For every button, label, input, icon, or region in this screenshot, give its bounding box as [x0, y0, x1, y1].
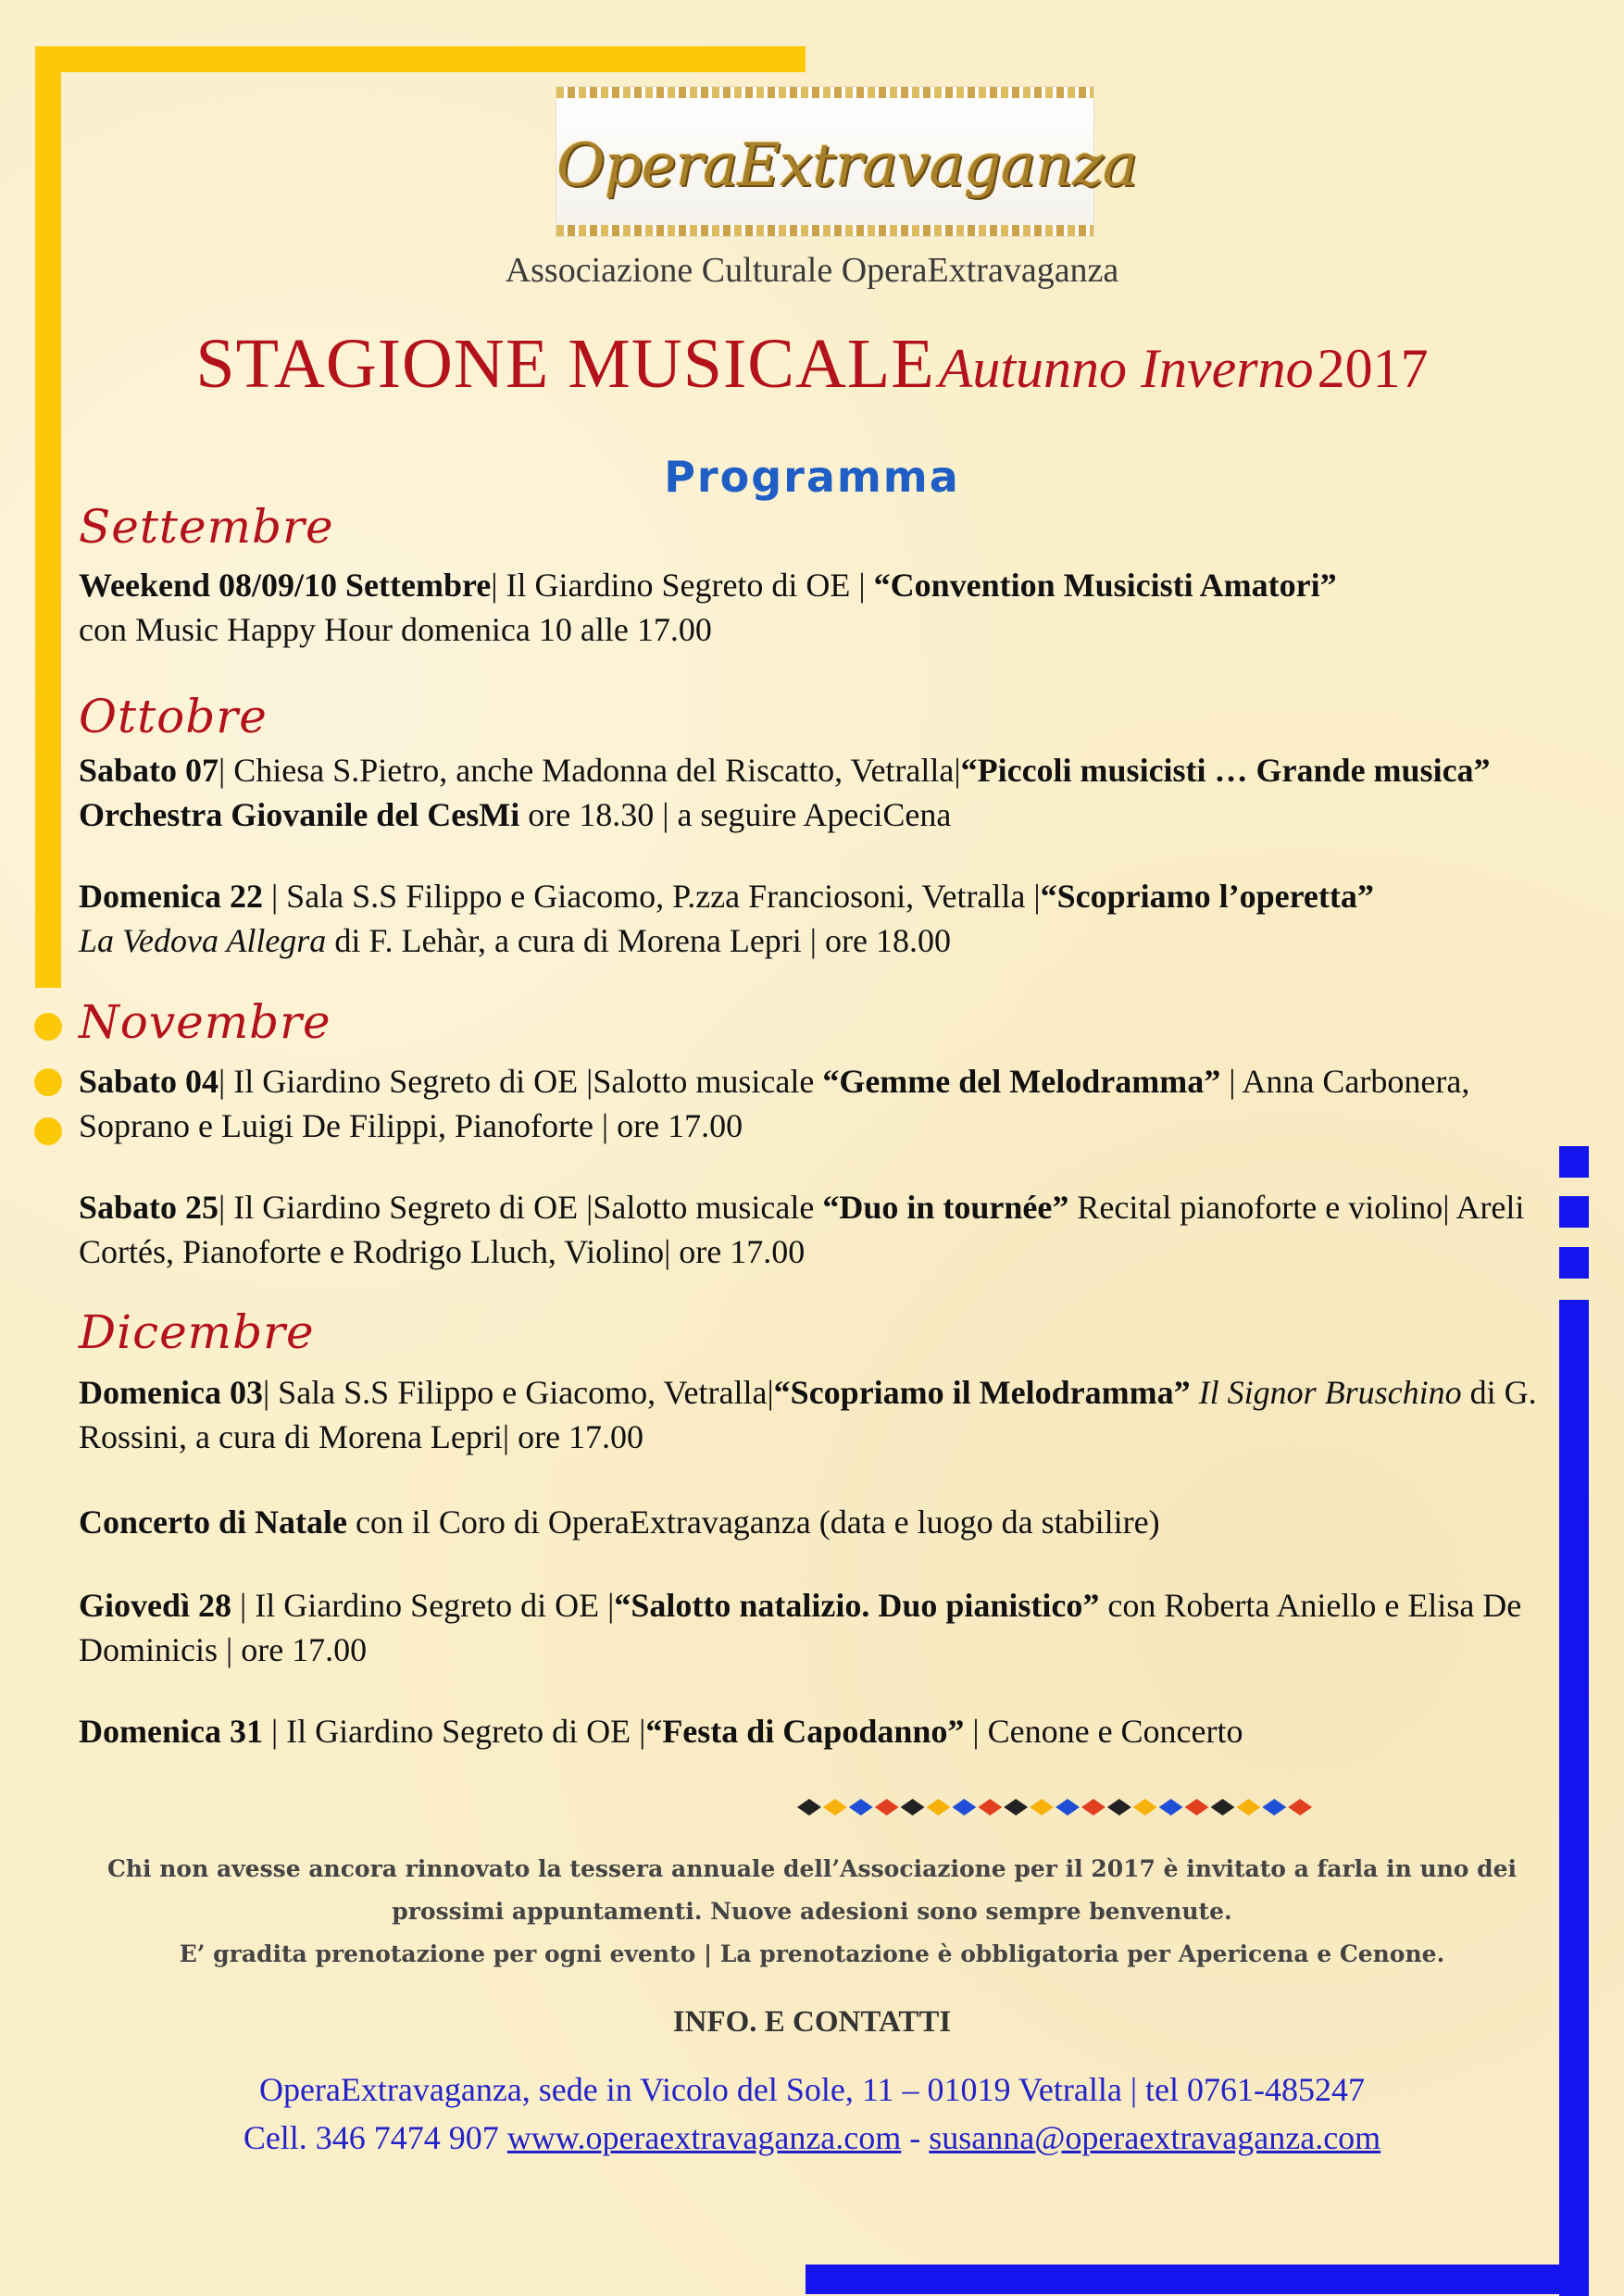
event-item	[79, 1709, 1560, 1753]
event-date: Domenica 03	[79, 1374, 263, 1411]
month-novembre: Novembre	[79, 995, 331, 1049]
divider-diamond	[1185, 1799, 1209, 1816]
divider-diamond	[1107, 1799, 1131, 1816]
event-details: | Cenone e Concerto	[964, 1713, 1243, 1750]
blue-square	[1559, 1196, 1589, 1228]
event-details: con Music Happy Hour domenica 10 alle 17.00	[79, 611, 712, 648]
event-item	[79, 563, 1560, 652]
divider-diamond	[849, 1799, 873, 1816]
event-title: “Piccoli musicisti … Grande musica” Orchestra Giovanile del CesMi	[79, 752, 1491, 833]
page-title	[0, 324, 1624, 405]
divider-diamond	[1236, 1799, 1260, 1816]
event-item	[79, 1370, 1560, 1459]
divider-diamond	[901, 1799, 925, 1816]
event-title: “Duo in tournée”	[822, 1189, 1069, 1226]
event-venue: | Il Giardino Segreto di OE |Salotto musicale	[219, 1189, 823, 1226]
contact-cell: Cell. 346 7474 907	[243, 2119, 507, 2156]
event-title: “Gemme del Melodramma”	[822, 1063, 1221, 1100]
contact-line	[0, 2118, 1624, 2157]
event-item	[79, 748, 1560, 837]
event-item	[79, 1583, 1560, 1672]
blue-frame-bottom	[806, 2265, 1589, 2294]
divider-diamond	[1211, 1799, 1235, 1816]
event-title: “Convention Musicisti Amatori”	[873, 567, 1337, 604]
divider-diamond	[927, 1799, 951, 1816]
divider-diamond	[875, 1799, 899, 1816]
association-name: Associazione Culturale OperaExtravaganza	[505, 251, 1119, 290]
website-link[interactable]: www.operaextravaganza.com	[506, 2119, 902, 2156]
event-details: di F. Lehàr, a cura di Morena Lepri | ore 18.00	[326, 922, 951, 959]
notice-line: E’ gradita prenotazione per ogni evento | La prenotazione è obbligatoria per Apericena e Cenone.	[179, 1940, 1445, 1967]
divider-diamond	[1262, 1799, 1286, 1816]
blue-square	[1559, 1247, 1589, 1279]
event-title: Concerto di Natale	[79, 1504, 347, 1541]
info-heading: INFO. E CONTATTI	[672, 2005, 952, 2039]
yellow-dot	[34, 1013, 62, 1041]
month-settembre: Settembre	[79, 500, 334, 554]
divider-diamond	[978, 1799, 1002, 1816]
logo-ornament-top	[556, 87, 1093, 98]
event-title: “Festa di Capodanno”	[645, 1713, 965, 1750]
event-date: Sabato 25	[79, 1189, 219, 1226]
event-venue: | Il Giardino Segreto di OE |	[231, 1587, 615, 1624]
event-date: Giovedì 28	[79, 1587, 232, 1624]
notice-line: Chi non avesse ancora rinnovato la tessera annuale dell’Associazione per il 2017 è invitato a farla in uno dei	[106, 1855, 1518, 1882]
blue-square	[1559, 1146, 1589, 1178]
event-venue: | Il Giardino Segreto di OE |	[491, 567, 874, 604]
event-title: “Scopriamo il Melodramma”	[773, 1374, 1191, 1411]
divider-diamond	[1133, 1799, 1157, 1816]
event-details: ore 18.30 | a seguire ApeciCena	[519, 796, 952, 833]
title-year: 2017	[1317, 338, 1429, 399]
event-details: con il Coro di OperaExtravaganza (data e luogo da stabilire)	[346, 1504, 1160, 1541]
event-date: Domenica 22	[79, 878, 263, 915]
divider-diamond	[1056, 1799, 1080, 1816]
divider-diamond	[1030, 1799, 1054, 1816]
title-season: Autunno Inverno	[938, 338, 1314, 399]
logo-wordmark: OperaExtravaganza	[556, 131, 1137, 200]
event-date: Sabato 04	[79, 1063, 219, 1100]
month-dicembre: Dicembre	[79, 1305, 315, 1359]
event-date: Weekend 08/09/10 Settembre	[79, 567, 492, 604]
membership-notice	[0, 1848, 1624, 1976]
logo	[556, 86, 1137, 237]
event-venue: | Il Giardino Segreto di OE |	[262, 1713, 646, 1750]
decorative-divider	[796, 1799, 1313, 1816]
event-details: | Anna Carbonera, Soprano e Luigi De Filippi, Pianoforte | ore 17.00	[79, 1063, 1470, 1144]
event-venue: | Il Giardino Segreto di OE |Salotto musicale	[219, 1063, 823, 1100]
divider-diamond	[952, 1799, 976, 1816]
event-item	[79, 1500, 1560, 1544]
event-details: di G. Rossini, a cura di Morena Lepri| ore 17.00	[79, 1374, 1537, 1455]
event-details: con Roberta Aniello e Elisa De Dominicis | ore 17.00	[79, 1587, 1522, 1668]
event-details: Recital pianoforte e violino| Areli Cortés, Pianoforte e Rodrigo Lluch, Violino| ore 17.00	[79, 1189, 1525, 1270]
yellow-dot	[34, 1068, 62, 1096]
event-title: “Scopriamo l’operetta”	[1040, 878, 1374, 915]
programma-heading: Programma	[664, 452, 960, 502]
event-item	[79, 874, 1560, 963]
divider-diamond	[1081, 1799, 1106, 1816]
event-item	[79, 1059, 1560, 1148]
email-link[interactable]: susanna@operaextravaganza.com	[929, 2119, 1381, 2156]
event-item	[79, 1185, 1560, 1274]
event-venue: | Sala S.S Filippo e Giacomo, P.zza Franciosoni, Vetralla |	[262, 878, 1041, 915]
divider-diamond	[1004, 1799, 1028, 1816]
event-date: Domenica 31	[79, 1713, 263, 1750]
yellow-frame-left	[35, 46, 61, 988]
divider-diamond	[1288, 1799, 1312, 1816]
event-title: “Salotto natalizio. Duo pianistico”	[614, 1587, 1100, 1624]
event-date: Sabato 07	[79, 752, 219, 789]
event-venue: | Chiesa S.Pietro, anche Madonna del Riscatto, Vetralla|	[219, 752, 961, 789]
title-main: STAGIONE MUSICALE	[195, 325, 935, 403]
contact-separator: -	[901, 2119, 930, 2156]
yellow-frame-top	[35, 46, 806, 72]
divider-diamond	[797, 1799, 821, 1816]
event-work: Il Signor Bruschino	[1198, 1374, 1462, 1411]
yellow-dot	[34, 1117, 62, 1145]
divider-diamond	[823, 1799, 847, 1816]
divider-diamond	[1159, 1799, 1183, 1816]
month-ottobre: Ottobre	[79, 690, 268, 743]
notice-line: prossimi appuntamenti. Nuove adesioni sono sempre benvenute.	[392, 1898, 1232, 1925]
logo-ornament-bottom	[556, 225, 1093, 236]
contact-address: OperaExtravaganza, sede in Vicolo del Sole, 11 – 01019 Vetralla | tel 0761-485247	[258, 2071, 1366, 2108]
event-venue: | Sala S.S Filippo e Giacomo, Vetralla|	[262, 1374, 774, 1411]
event-work: La Vedova Allegra	[79, 922, 327, 959]
